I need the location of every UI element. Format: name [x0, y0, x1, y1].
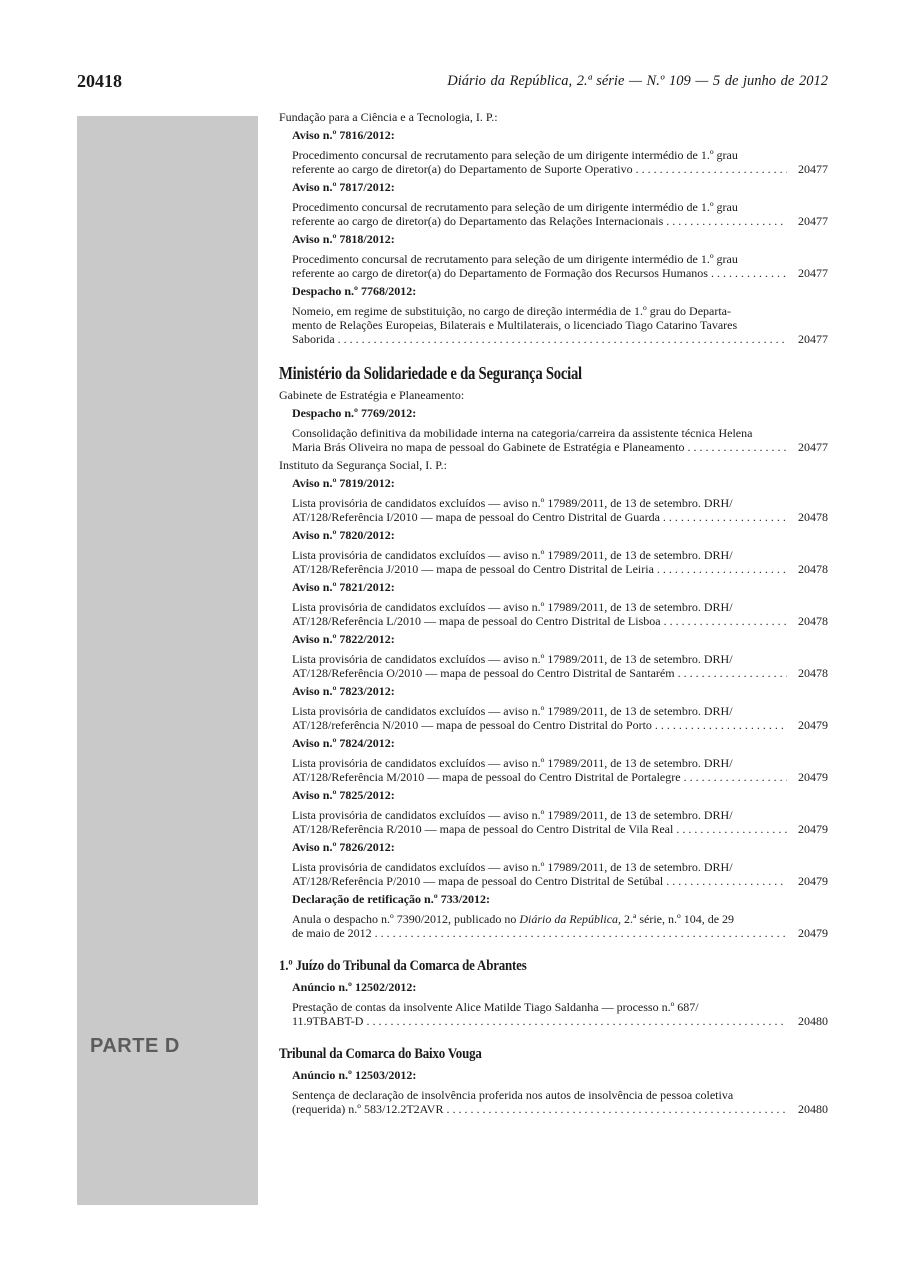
entry-text-part: Anula o despacho n.º 7390/2012, publicado no — [292, 912, 520, 926]
entry-text: Consolidação definitiva da mobilidade interna na categoria/carreira da assistente técnica Helena — [292, 426, 753, 440]
dot-leader — [666, 874, 787, 888]
page-reference: 20477 — [798, 440, 828, 454]
dot-leader — [663, 510, 787, 524]
ministry-title: Ministério da Solidariedade e da Segurança Social — [279, 363, 582, 383]
entry-text: Sentença de declaração de insolvência proferida nos autos de insolvência de pessoa coletiva — [292, 1088, 734, 1102]
summary-entry — [292, 736, 828, 784]
org-name: Gabinete de Estratégia e Planeamento: — [279, 388, 465, 402]
dot-leader — [688, 440, 787, 454]
dot-leader — [666, 214, 787, 228]
entry-description — [292, 548, 828, 576]
entry-title: Aviso n.º 7820/2012: — [292, 528, 395, 542]
entry-text-italic: Diário da República, — [519, 912, 622, 926]
entry-description — [292, 1000, 828, 1028]
summary-entry — [292, 580, 828, 628]
dot-leader — [636, 162, 787, 176]
dot-leader — [338, 332, 787, 346]
entry-text: AT/128/Referência M/2010 — mapa de pessoal do Centro Distrital de Portalegre — [292, 770, 681, 784]
page-reference: 20480 — [798, 1014, 828, 1028]
summary-entry — [292, 528, 828, 576]
entry-description — [292, 148, 828, 176]
entry-text: referente ao cargo de diretor(a) do Departamento de Suporte Operativo — [292, 162, 633, 176]
entry-title: Aviso n.º 7824/2012: — [292, 736, 395, 750]
court-title: Tribunal da Comarca do Baixo Vouga — [279, 1046, 482, 1062]
section-fct — [279, 110, 828, 346]
entry-description — [292, 1088, 828, 1116]
dot-leader — [657, 562, 787, 576]
dot-leader — [366, 1014, 787, 1028]
dot-leader — [446, 1102, 787, 1116]
summary-entry — [292, 980, 828, 1028]
summary-content — [279, 110, 828, 1120]
summary-entry — [292, 684, 828, 732]
page-reference: 20477 — [798, 162, 828, 176]
entry-text: referente ao cargo de diretor(a) do Departamento de Formação dos Recursos Humanos — [292, 266, 708, 280]
entry-text: Prestação de contas da insolvente Alice Matilde Tiago Saldanha — processo n.º 687/ — [292, 1000, 699, 1014]
dot-leader — [676, 822, 787, 836]
page-reference: 20479 — [798, 822, 828, 836]
entry-description — [292, 912, 828, 940]
page-reference: 20477 — [798, 266, 828, 280]
entry-description — [292, 860, 828, 888]
org-name: Fundação para a Ciência e a Tecnologia, I. P.: — [279, 110, 498, 124]
entry-text: 11.9TBABT-D — [292, 1014, 364, 1028]
section-iss — [279, 458, 828, 940]
entry-text: Nomeio, em regime de substituição, no cargo de direção intermédia de 1.º grau do Departa- — [292, 304, 732, 318]
page-number: 20418 — [77, 71, 122, 91]
entry-text: Lista provisória de candidatos excluídos — aviso n.º 17989/2011, de 13 de setembro. DRH/ — [292, 704, 733, 718]
page-reference: 20479 — [798, 874, 828, 888]
entry-text: referente ao cargo de diretor(a) do Departamento das Relações Internacionais — [292, 214, 664, 228]
entry-title: Despacho n.º 7768/2012: — [292, 284, 417, 298]
entry-text: mento de Relações Europeias, Bilaterais e Multilaterais, o licenciado Tiago Catarino Tavares — [292, 318, 738, 332]
entry-title: Aviso n.º 7823/2012: — [292, 684, 395, 698]
entry-description — [292, 704, 828, 732]
summary-entry — [292, 632, 828, 680]
dot-leader — [711, 266, 787, 280]
page-reference: 20479 — [798, 718, 828, 732]
page-reference: 20478 — [798, 510, 828, 524]
summary-entry — [292, 128, 828, 176]
page-reference: 20477 — [798, 214, 828, 228]
summary-entry — [292, 284, 828, 346]
running-head: Diário da República, 2.ª série — N.º 109 — 5 de junho de 2012 — [447, 73, 828, 89]
entry-text: AT/128/Referência P/2010 — mapa de pessoal do Centro Distrital de Setúbal — [292, 874, 664, 888]
page-reference: 20479 — [798, 926, 828, 940]
section-gep — [279, 388, 828, 454]
entry-text: Lista provisória de candidatos excluídos — aviso n.º 17989/2011, de 13 de setembro. DRH/ — [292, 600, 733, 614]
dot-leader — [678, 666, 787, 680]
summary-entry — [292, 788, 828, 836]
entry-text-part: 2.ª série, n.º 104, de 29 — [621, 912, 735, 926]
summary-entry — [292, 232, 828, 280]
entry-text: Maria Brás Oliveira no mapa de pessoal do Gabinete de Estratégia e Planeamento — [292, 440, 685, 454]
entry-text: Lista provisória de candidatos excluídos — aviso n.º 17989/2011, de 13 de setembro. DRH/ — [292, 652, 733, 666]
summary-entry — [292, 180, 828, 228]
dot-leader — [664, 614, 787, 628]
dot-leader — [375, 926, 787, 940]
entry-text: Lista provisória de candidatos excluídos — aviso n.º 17989/2011, de 13 de setembro. DRH/ — [292, 756, 733, 770]
org-name: Instituto da Segurança Social, I. P.: — [279, 458, 447, 472]
entry-text: Lista provisória de candidatos excluídos — aviso n.º 17989/2011, de 13 de setembro. DRH/ — [292, 808, 733, 822]
page-reference: 20479 — [798, 770, 828, 784]
dot-leader — [655, 718, 787, 732]
part-label: PARTE D — [90, 1035, 180, 1057]
sidebar-band — [77, 116, 258, 1205]
entry-description — [292, 808, 828, 836]
entry-description — [292, 304, 828, 346]
entry-text: AT/128/Referência I/2010 — mapa de pessoal do Centro Distrital de Guarda — [292, 510, 660, 524]
entry-title: Aviso n.º 7818/2012: — [292, 232, 395, 246]
entry-text: Lista provisória de candidatos excluídos — aviso n.º 17989/2011, de 13 de setembro. DRH/ — [292, 548, 733, 562]
page-reference: 20478 — [798, 562, 828, 576]
entry-text: AT/128/Referência R/2010 — mapa de pessoal do Centro Distrital de Vila Real — [292, 822, 674, 836]
entry-title: Anúncio n.º 12503/2012: — [292, 1068, 417, 1082]
entry-title: Aviso n.º 7819/2012: — [292, 476, 395, 490]
entry-title: Aviso n.º 7817/2012: — [292, 180, 395, 194]
page-reference: 20477 — [798, 332, 828, 346]
entry-text: Lista provisória de candidatos excluídos — aviso n.º 17989/2011, de 13 de setembro. DRH/ — [292, 860, 733, 874]
entry-title: Aviso n.º 7822/2012: — [292, 632, 395, 646]
entry-description — [292, 252, 828, 280]
entry-description — [292, 200, 828, 228]
entry-text: AT/128/Referência O/2010 — mapa de pessoal do Centro Distrital de Santarém — [292, 666, 675, 680]
entry-text: de maio de 2012 — [292, 926, 372, 940]
entry-title: Despacho n.º 7769/2012: — [292, 406, 417, 420]
entry-description — [292, 600, 828, 628]
court-title: 1.º Juízo do Tribunal da Comarca de Abrantes — [279, 958, 527, 974]
entry-title: Anúncio n.º 12502/2012: — [292, 980, 417, 994]
entry-description — [292, 652, 828, 680]
entry-description — [292, 756, 828, 784]
summary-entry — [292, 476, 828, 524]
entry-text — [292, 912, 787, 926]
entry-description — [292, 496, 828, 524]
dot-leader — [684, 770, 787, 784]
entry-title: Declaração de retificação n.º 733/2012: — [292, 892, 491, 906]
entry-text: AT/128/Referência J/2010 — mapa de pessoal do Centro Distrital de Leiria — [292, 562, 654, 576]
summary-entry — [292, 840, 828, 888]
page-reference: 20478 — [798, 666, 828, 680]
summary-entry — [292, 1068, 828, 1116]
entry-text: Lista provisória de candidatos excluídos — aviso n.º 17989/2011, de 13 de setembro. DRH/ — [292, 496, 733, 510]
summary-entry — [292, 892, 828, 940]
entry-title: Aviso n.º 7821/2012: — [292, 580, 395, 594]
entry-text: Procedimento concursal de recrutamento para seleção de um dirigente intermédio de 1.º grau — [292, 252, 738, 266]
entry-text: Procedimento concursal de recrutamento para seleção de um dirigente intermédio de 1.º grau — [292, 148, 738, 162]
summary-entry — [292, 406, 828, 454]
entry-title: Aviso n.º 7816/2012: — [292, 128, 395, 142]
entry-text: Procedimento concursal de recrutamento para seleção de um dirigente intermédio de 1.º grau — [292, 200, 738, 214]
entry-text: AT/128/Referência L/2010 — mapa de pessoal do Centro Distrital de Lisboa — [292, 614, 661, 628]
page-reference: 20478 — [798, 614, 828, 628]
entry-title: Aviso n.º 7826/2012: — [292, 840, 395, 854]
entry-text: (requerida) n.º 583/12.2T2AVR — [292, 1102, 444, 1116]
page-reference: 20480 — [798, 1102, 828, 1116]
entry-text: AT/128/referência N/2010 — mapa de pessoal do Centro Distrital do Porto — [292, 718, 652, 732]
entry-text: Saborida — [292, 332, 335, 346]
entry-description — [292, 426, 828, 454]
entry-title: Aviso n.º 7825/2012: — [292, 788, 395, 802]
